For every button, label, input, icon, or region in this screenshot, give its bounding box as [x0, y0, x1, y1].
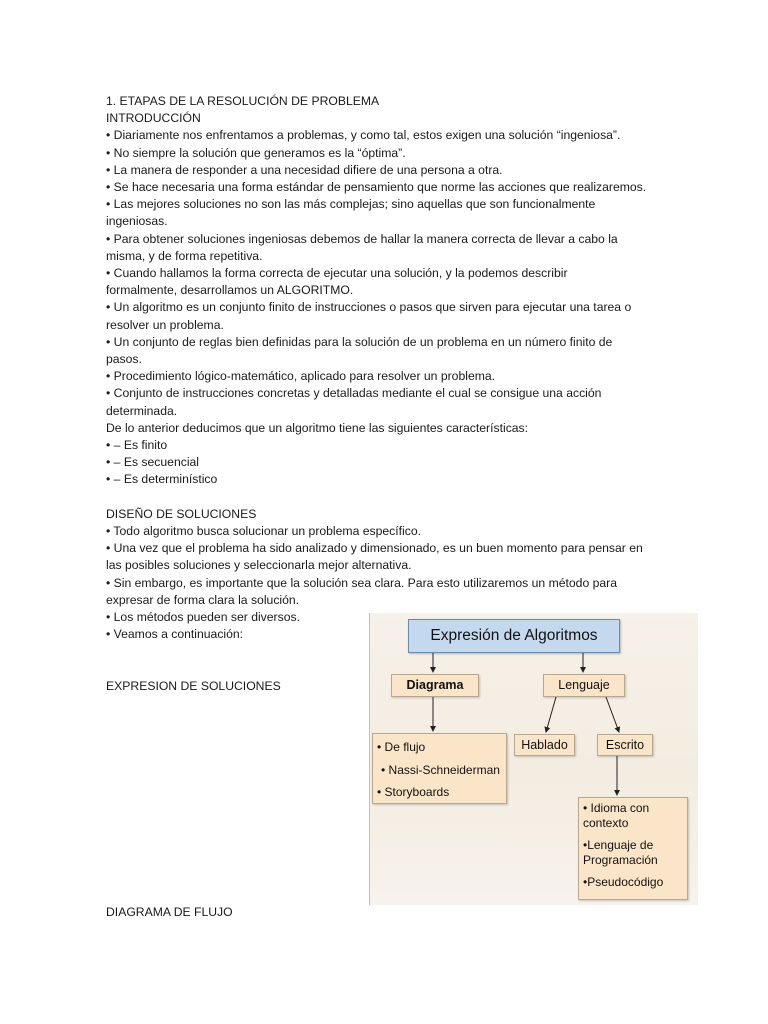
- diagram-title-box: Expresión de Algoritmos: [408, 619, 620, 653]
- escrito-types-list: [578, 797, 688, 900]
- list-item: • Nassi-Schneiderman: [381, 762, 500, 777]
- paragraph-line: • Sin embargo, es importante que la solución sea clara. Para esto utilizaremos un método para: [106, 575, 618, 590]
- list-item: • Idioma con contexto: [583, 801, 650, 830]
- escrito-box: Escrito: [597, 734, 653, 756]
- list-item: • Storyboards: [377, 785, 450, 799]
- subheading-diagrama-de-flujo: DIAGRAMA DE FLUJO: [106, 905, 233, 919]
- paragraph-line: • Diariamente nos enfrentamos a problemas, y como tal, estos exigen una solución “ingeniosa”.: [106, 128, 621, 143]
- paragraph-line: • Las mejores soluciones no son las más complejas; sino aquellas que son funcionalmente: [106, 197, 596, 212]
- diagrama-box: Diagrama: [391, 674, 479, 697]
- paragraph-line: • Una vez que el problema ha sido analizado y dimensionado, es un buen momento para pensar en: [106, 541, 643, 556]
- blank-line: [106, 489, 666, 506]
- body-text: [106, 93, 666, 695]
- paragraph-line: • Veamos a continuación:: [106, 627, 244, 642]
- paragraph-line: • Se hace necesaria una forma estándar de pensamiento que norme las acciones que realizaremos.: [106, 180, 647, 195]
- list-item: •Pseudocódigo: [583, 875, 664, 889]
- paragraph-line: • Para obtener soluciones ingeniosas debemos de hallar la manera correcta de llevar a cabo la: [106, 231, 618, 246]
- subheading-introduccion: INTRODUCCIÓN: [106, 111, 201, 126]
- paragraph-line: • No siempre la solución que generamos es la “óptima”.: [106, 145, 406, 160]
- paragraph-line: • Procedimiento lógico-matemático, aplicado para resolver un problema.: [106, 369, 496, 384]
- hablado-box: Hablado: [514, 734, 575, 756]
- paragraph-line: resolver un problema.: [106, 317, 224, 332]
- list-item: • – Es finito: [106, 438, 168, 453]
- list-item: • De flujo: [377, 740, 426, 754]
- diagrama-types-list: [372, 733, 507, 804]
- list-item: •Lenguaje de Programación: [583, 838, 658, 867]
- lenguaje-box: Lenguaje: [543, 674, 625, 697]
- list-item: • – Es secuencial: [106, 455, 200, 470]
- paragraph-line: • Todo algoritmo busca solucionar un problema específico.: [106, 524, 421, 539]
- paragraph-line: De lo anterior deducimos que un algoritmo tiene las siguientes características:: [106, 420, 529, 435]
- connector-lenguaje-to-hablado: [546, 697, 556, 732]
- paragraph-line: pasos.: [106, 352, 142, 367]
- algorithm-expression-diagram: [369, 613, 698, 905]
- paragraph-line: • Conjunto de instrucciones concretas y detalladas mediante el cual se consigue una acción: [106, 386, 602, 401]
- paragraph-line: ingeniosas.: [106, 214, 168, 229]
- paragraph-line: determinada.: [106, 403, 178, 418]
- paragraph-line: • Un conjunto de reglas bien definidas para la solución de un problema en un número finito de: [106, 334, 613, 349]
- connector-lenguaje-to-escrito: [606, 697, 619, 732]
- paragraph-line: • Los métodos pueden ser diversos.: [106, 610, 300, 625]
- paragraph-line: • La manera de responder a una necesidad difiere de una persona a otra.: [106, 162, 503, 177]
- subheading-expresion: EXPRESION DE SOLUCIONES: [106, 678, 281, 693]
- paragraph-line: las posibles soluciones y seleccionarla mejor alternativa.: [106, 558, 412, 573]
- paragraph-line: • Cuando hallamos la forma correcta de ejecutar una solución, y la podemos describir: [106, 266, 568, 281]
- subheading-diseno: DISEÑO DE SOLUCIONES: [106, 506, 257, 521]
- paragraph-line: misma, y de forma repetitiva.: [106, 248, 263, 263]
- paragraph-line: • Un algoritmo es un conjunto finito de instrucciones o pasos que sirven para ejecutar una tarea o: [106, 300, 632, 315]
- list-item: • – Es determinístico: [106, 472, 218, 487]
- paragraph-line: formalmente, desarrollamos un ALGORITMO.: [106, 283, 354, 298]
- section-heading-etapas: 1. ETAPAS DE LA RESOLUCIÓN DE PROBLEMA: [106, 94, 380, 108]
- paragraph-line: expresar de forma clara la solución.: [106, 592, 300, 607]
